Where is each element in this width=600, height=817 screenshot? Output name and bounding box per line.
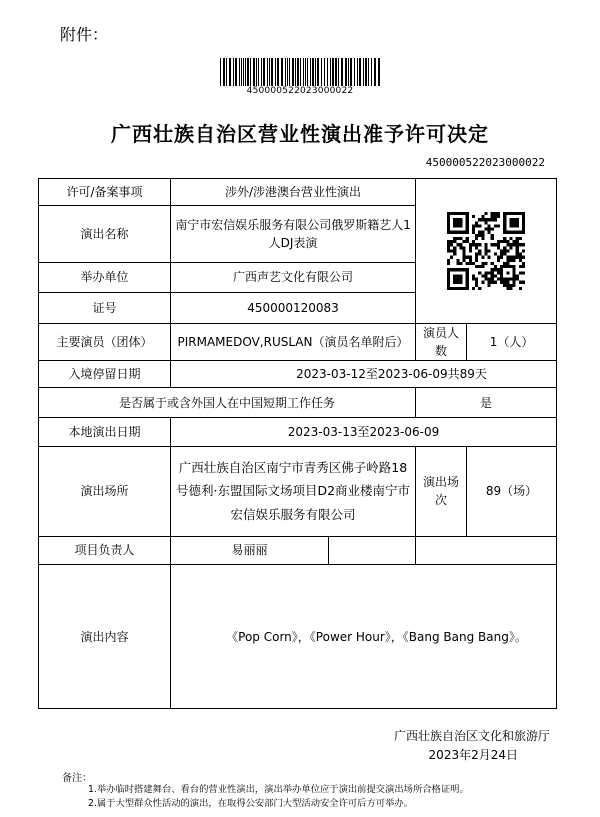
notes-label: 备注： [62, 773, 92, 784]
page-title: 广西壮族自治区营业性演出准予许可决定 [111, 122, 489, 146]
issue-date: 2023年2月24日 [428, 748, 518, 762]
content-label: 演出内容 [39, 565, 171, 709]
barcode-image [219, 58, 381, 86]
short-term-work-label: 是否属于或含外国人在中国短期工作任务 [39, 387, 416, 418]
qr-code-image [447, 212, 525, 290]
document-number: 450000522023000022 [425, 156, 545, 169]
show-name-label: 演出名称 [39, 205, 171, 262]
organizer-value: 广西声艺文化有限公司 [171, 262, 416, 293]
manager-empty-cell [329, 536, 416, 565]
short-term-work-value: 是 [416, 387, 557, 418]
venue-value: 广西壮族自治区南宁市青秀区佛子岭路18号德利·东盟国际文场项目D2商业楼南宁市宏信娱乐服务有限公司 [171, 446, 416, 536]
license-type-value: 涉外/涉港澳台营业性演出 [171, 179, 416, 206]
organizer-label: 举办单位 [39, 262, 171, 293]
local-dates-value: 2023-03-13至2023-06-09 [171, 418, 557, 447]
session-count-value: 89（场） [467, 446, 557, 536]
note-item: 1.举办临时搭建舞台、看台的营业性演出，演出举办单位应于演出前提交演出场所合格证明。 [88, 784, 469, 795]
barcode-number: 450000522023000022 [246, 86, 354, 96]
performers-label: 主要演员（团体） [39, 323, 171, 361]
stay-period-label: 入境停留日期 [39, 361, 171, 388]
manager-value: 易丽丽 [171, 536, 329, 565]
session-count-label: 演出场次 [416, 446, 467, 536]
performers-value: PIRMAMEDOV,RUSLAN（演员名单附后） [171, 323, 416, 361]
attachment-label: 附件： [60, 25, 109, 44]
license-type-label: 许可/备案事项 [39, 179, 171, 206]
license-no-value: 450000120083 [171, 293, 416, 324]
qr-code-cell [416, 179, 557, 324]
content-value: 《Pop Corn》，《Power Hour》，《Bang Bang Bang》。 [171, 565, 557, 709]
stay-period-value: 2023-03-12至2023-06-09共89天 [171, 361, 557, 388]
manager-empty-cell-2 [416, 536, 557, 565]
manager-label: 项目负责人 [39, 536, 171, 565]
venue-label: 演出场所 [39, 446, 171, 536]
license-no-label: 证号 [39, 293, 171, 324]
local-dates-label: 本地演出日期 [39, 418, 171, 447]
performer-count-label: 演员人数 [416, 323, 467, 361]
note-item: 2.属于大型群众性活动的演出，在取得公安部门大型活动安全许可后方可举办。 [88, 798, 413, 809]
performer-count-value: 1（人） [467, 323, 557, 361]
license-table [38, 178, 557, 709]
show-name-value: 南宁市宏信娱乐服务有限公司俄罗斯籍艺人1人DJ表演 [171, 205, 416, 262]
issuer: 广西壮族自治区文化和旅游厅 [393, 729, 550, 743]
